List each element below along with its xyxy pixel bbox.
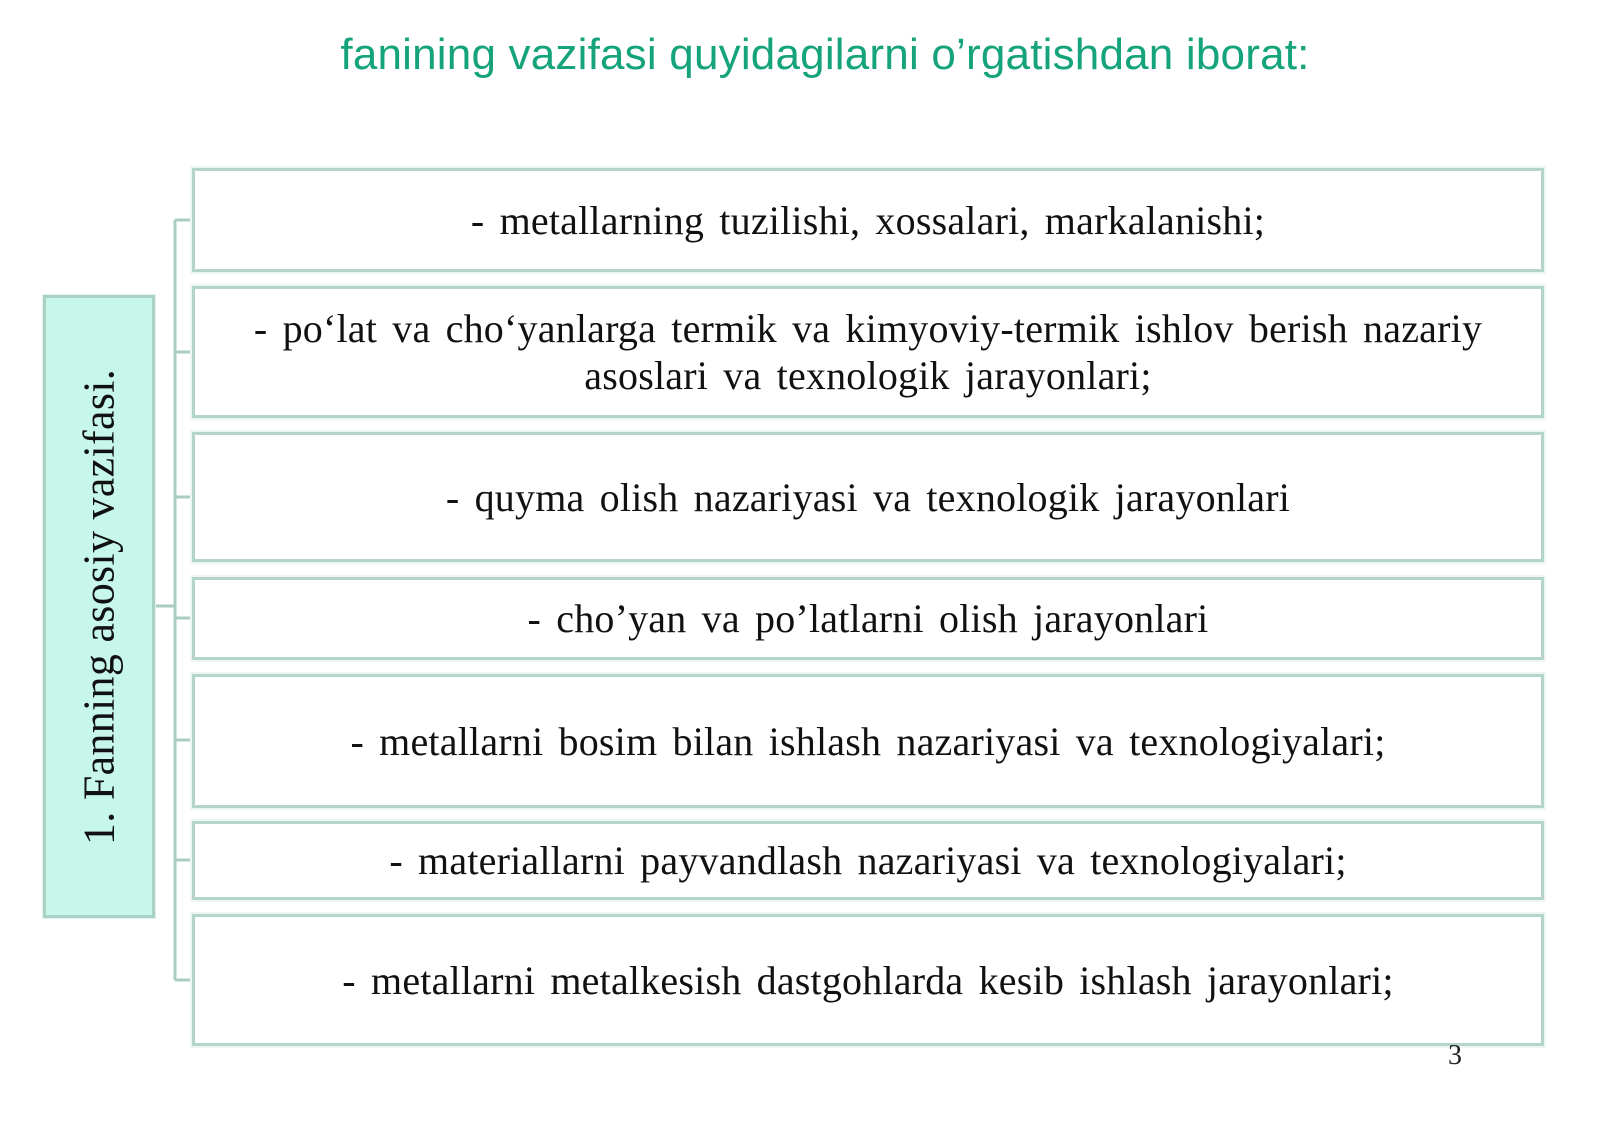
page-number: 3 — [1448, 1040, 1462, 1071]
root-node-label: 1. Fanning asosiy vazifasi. — [74, 368, 124, 845]
slide-title: fanining vazifasi quyidagilarni o’rgatishdan iborat: — [340, 30, 1310, 79]
item-node-5 — [192, 674, 1544, 808]
item-node-text: - po‘lat va cho‘yanlarga termik va kimyoviy-termik ishlov berish nazariy asoslari va texnologik jarayonlari; — [253, 306, 1483, 398]
item-node-text: - cho’yan va po’latlarni olish jarayonlari — [527, 596, 1209, 641]
item-node-1 — [192, 168, 1544, 272]
item-node-3 — [192, 432, 1544, 562]
item-node-text: - metallarning tuzilishi, xossalari, markalanishi; — [470, 197, 1266, 243]
item-node-text: - materiallarni payvandlash nazariyasi va texnologiyalari; — [389, 838, 1347, 883]
item-node-7 — [192, 914, 1544, 1046]
item-node-text: - quyma olish nazariyasi va texnologik jarayonlari — [445, 474, 1291, 520]
item-node-text: - metallarni bosim bilan ishlash nazariyasi va texnologiyalari; — [350, 718, 1386, 764]
item-node-text: - metallarni metalkesish dastgohlarda kesib ishlash jarayonlari; — [342, 957, 1394, 1003]
root-node — [43, 295, 155, 918]
item-node-4 — [192, 577, 1544, 660]
item-node-6 — [192, 821, 1544, 900]
item-node-2 — [192, 286, 1544, 418]
